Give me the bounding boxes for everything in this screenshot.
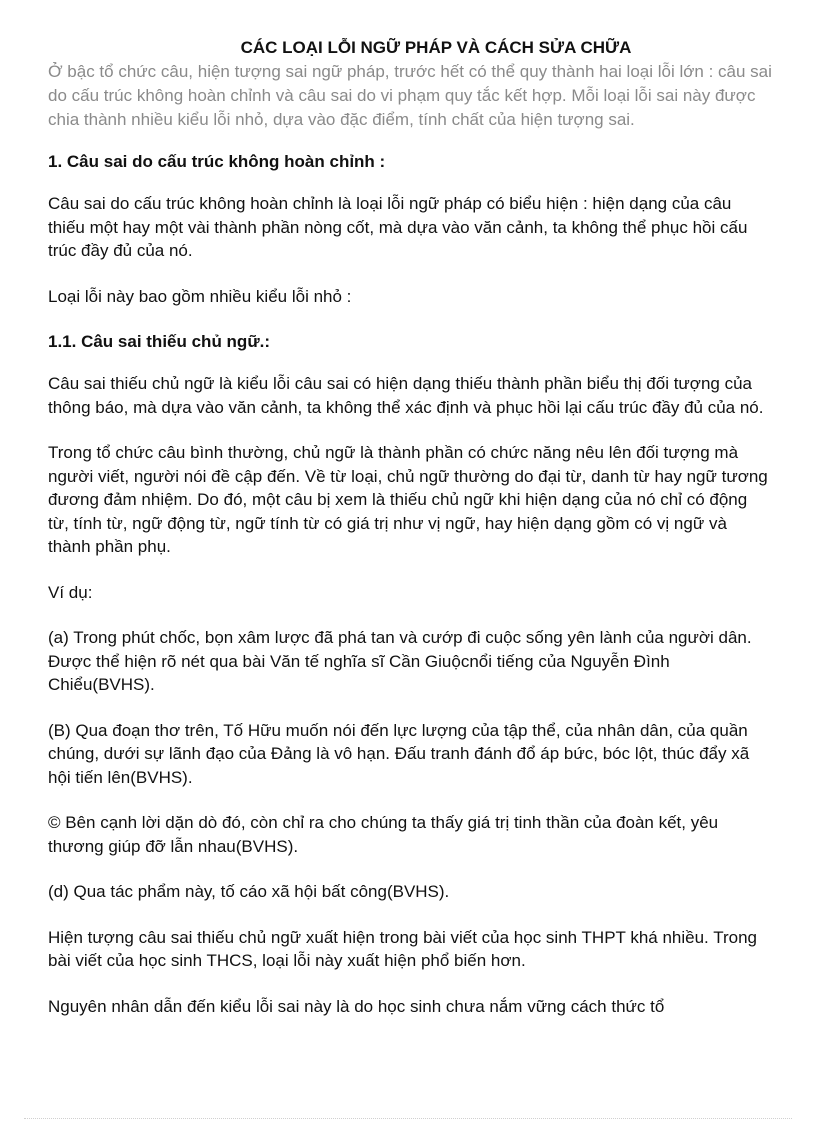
paragraph-frequency: Hiện tượng câu sai thiếu chủ ngữ xuất hiện trong bài viết của học sinh THPT khá nhiều. Trong bài viết của học sinh THCS, loại lỗi này xuất hiện phổ biến hơn. xyxy=(48,927,757,970)
example-b: (B) Qua đoạn thơ trên, Tố Hữu muốn nói đến lực lượng của tập thể, của nhân dân, của quần chúng, dưới sự lãnh đạo của Đảng là vô hạn. Đấu tranh đánh đổ áp bức, bóc lột, thúc đẩy xã hội tiến lên(BVHS). xyxy=(48,720,750,787)
intro-paragraph: Ở bậc tổ chức câu, hiện tượng sai ngữ pháp, trước hết có thể quy thành hai loại lỗi lớn : câu sai do cấu trúc không hoàn chỉnh và câu sai do vi phạm quy tắc kết hợp. Mỗi loại lỗi sai này được chia thành nhiều kiểu lỗi nhỏ, dựa vào đặc điểm, tính chất của hiện tượng sai. xyxy=(48,62,772,129)
section-heading-1-1: 1.1. Câu sai thiếu chủ ngữ.: xyxy=(48,332,271,351)
example-a: (a) Trong phút chốc, bọn xâm lược đã phá tan và cướp đi cuộc sống yên lành của người dân. Được thể hiện rõ nét qua bài Văn tế nghĩa sĩ Cần Giuộcnổi tiếng của Nguyễn Đình Chiểu(BVHS). xyxy=(48,628,752,694)
document-page xyxy=(48,36,772,1040)
paragraph-subtypes: Loại lỗi này bao gồm nhiều kiểu lỗi nhỏ : xyxy=(48,286,352,306)
paragraph-examples-label: Ví dụ: xyxy=(48,582,93,602)
paragraph-missing-subject: Câu sai thiếu chủ ngữ là kiểu lỗi câu sai có hiện dạng thiếu thành phần biểu thị đối tượng của thông báo, mà dựa vào văn cảnh, ta không thể xác định và phục hồi lại cấu trúc đầy đủ của nó. xyxy=(48,374,764,417)
example-c: © Bên cạnh lời dặn dò đó, còn chỉ ra cho chúng ta thấy giá trị tinh thần của đoàn kết, yêu thương giúp đỡ lẫn nhau(BVHS). xyxy=(48,813,719,856)
paragraph-definition: Câu sai do cấu trúc không hoàn chỉnh là loại lỗi ngữ pháp có biểu hiện : hiện dạng của câu thiếu một hay một vài thành phần nòng cốt, mà dựa vào văn cảnh, ta không thể phục hồi cấu trúc đầy đủ của nó. xyxy=(48,194,748,260)
page-bottom-divider xyxy=(24,1118,792,1119)
paragraph-subject-role: Trong tổ chức câu bình thường, chủ ngữ là thành phần có chức năng nêu lên đối tượng mà người viết, người nói đề cập đến. Về từ loại, chủ ngữ thường do đại từ, danh từ hay ngữ tương đương đảm nhiệm. Do đó, một câu bị xem là thiếu chủ ngữ khi hiện dạng của nó chỉ có động từ, tính từ, ngữ động từ, ngữ tính từ có giá trị như vị ngữ, hay hiện dạng gồm có vị ngữ và thành phần phụ. xyxy=(48,443,768,556)
paragraph-cause: Nguyên nhân dẫn đến kiểu lỗi sai này là do học sinh chưa nắm vững cách thức tổ xyxy=(48,996,665,1016)
section-heading-1: 1. Câu sai do cấu trúc không hoàn chỉnh : xyxy=(48,152,386,171)
example-d: (d) Qua tác phẩm này, tố cáo xã hội bất công(BVHS). xyxy=(48,882,450,901)
document-title: CÁC LOẠI LỖI NGỮ PHÁP VÀ CÁCH SỬA CHỮA xyxy=(240,38,632,57)
